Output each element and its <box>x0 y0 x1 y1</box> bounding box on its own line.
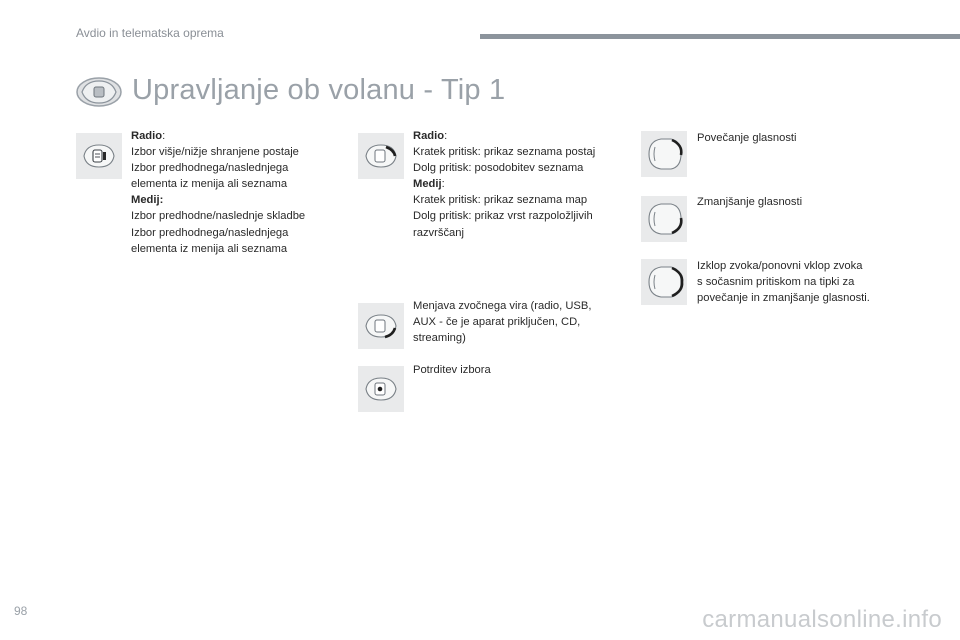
mute-line: povečanje in zmanjšanje glasnosti. <box>697 292 870 305</box>
media-label: Medij: <box>131 194 164 207</box>
col2-radio-line: Dolg pritisk: posodobitev seznama <box>413 162 584 175</box>
col2-media-line: razvrščanj <box>413 226 464 239</box>
mute-control-icon <box>641 259 687 305</box>
volume-up-text: Povečanje glasnosti <box>697 132 797 144</box>
radio-label: Radio <box>131 130 163 142</box>
confirm-text: Potrditev izbora <box>413 364 491 376</box>
section-title: Avdio in telematska oprema <box>76 26 224 40</box>
steering-list-button-icon <box>358 133 404 179</box>
col1-media-line: Izbor predhodnega/naslednjega <box>131 226 289 239</box>
radio-label: Radio <box>413 130 445 142</box>
col2-text: Radio: Kratek pritisk: prikaz seznama postaj Dolg pritisk: posodobitev seznama Medij: Kratek pritisk: prikaz seznama map Dolg pritisk: prikaz vrst razpoložljivih razvrščanj <box>413 128 628 241</box>
volume-down-text: Zmanjšanje glasnosti <box>697 196 803 208</box>
page-number: 98 <box>14 604 28 618</box>
steering-control-icon <box>76 76 122 108</box>
source-line: streaming) <box>413 332 466 345</box>
col1-radio-line: elementa iz menija ali seznama <box>131 178 288 191</box>
col1-radio-line: Izbor predhodnega/naslednjega <box>131 162 289 175</box>
source-line: AUX - če je aparat priključen, CD, <box>413 316 581 329</box>
mute-line: s sočasnim pritiskom na tipki za <box>697 276 855 289</box>
col2-media-line: Kratek pritisk: prikaz seznama map <box>413 194 588 207</box>
col2-media-line: Dolg pritisk: prikaz vrst razpoložljivih <box>413 210 593 223</box>
volume-up-control-icon <box>641 131 687 177</box>
steering-source-button-icon <box>358 303 404 349</box>
media-label: Medij <box>413 178 442 191</box>
source-line: Menjava zvočnega vira (radio, USB, <box>413 300 592 312</box>
watermark: carmanualsonline.info <box>702 606 942 633</box>
mute-text <box>697 258 912 306</box>
source-text <box>413 298 628 346</box>
steering-scroll-wheel-icon <box>76 133 122 179</box>
steering-ok-button-icon <box>358 366 404 412</box>
volume-down-control-icon <box>641 196 687 242</box>
col1-radio-line: Izbor višje/nižje shranjene postaje <box>131 146 299 159</box>
mute-line: Izklop zvoka/ponovni vklop zvoka <box>697 260 863 272</box>
col2-radio-line: Kratek pritisk: prikaz seznama postaj <box>413 146 596 159</box>
col1-text: Radio: Izbor višje/nižje shranjene postaje Izbor predhodnega/naslednjega elementa iz menija ali seznama Medij: Izbor predhodne/naslednje skladbe Izbor predhodnega/naslednjega elementa iz menija ali seznama <box>131 128 341 257</box>
header-bar <box>480 34 960 39</box>
page-title: Upravljanje ob volanu - Tip 1 <box>132 74 506 106</box>
col1-media-line: Izbor predhodne/naslednje skladbe <box>131 210 306 223</box>
col1-media-line: elementa iz menija ali seznama <box>131 242 288 255</box>
